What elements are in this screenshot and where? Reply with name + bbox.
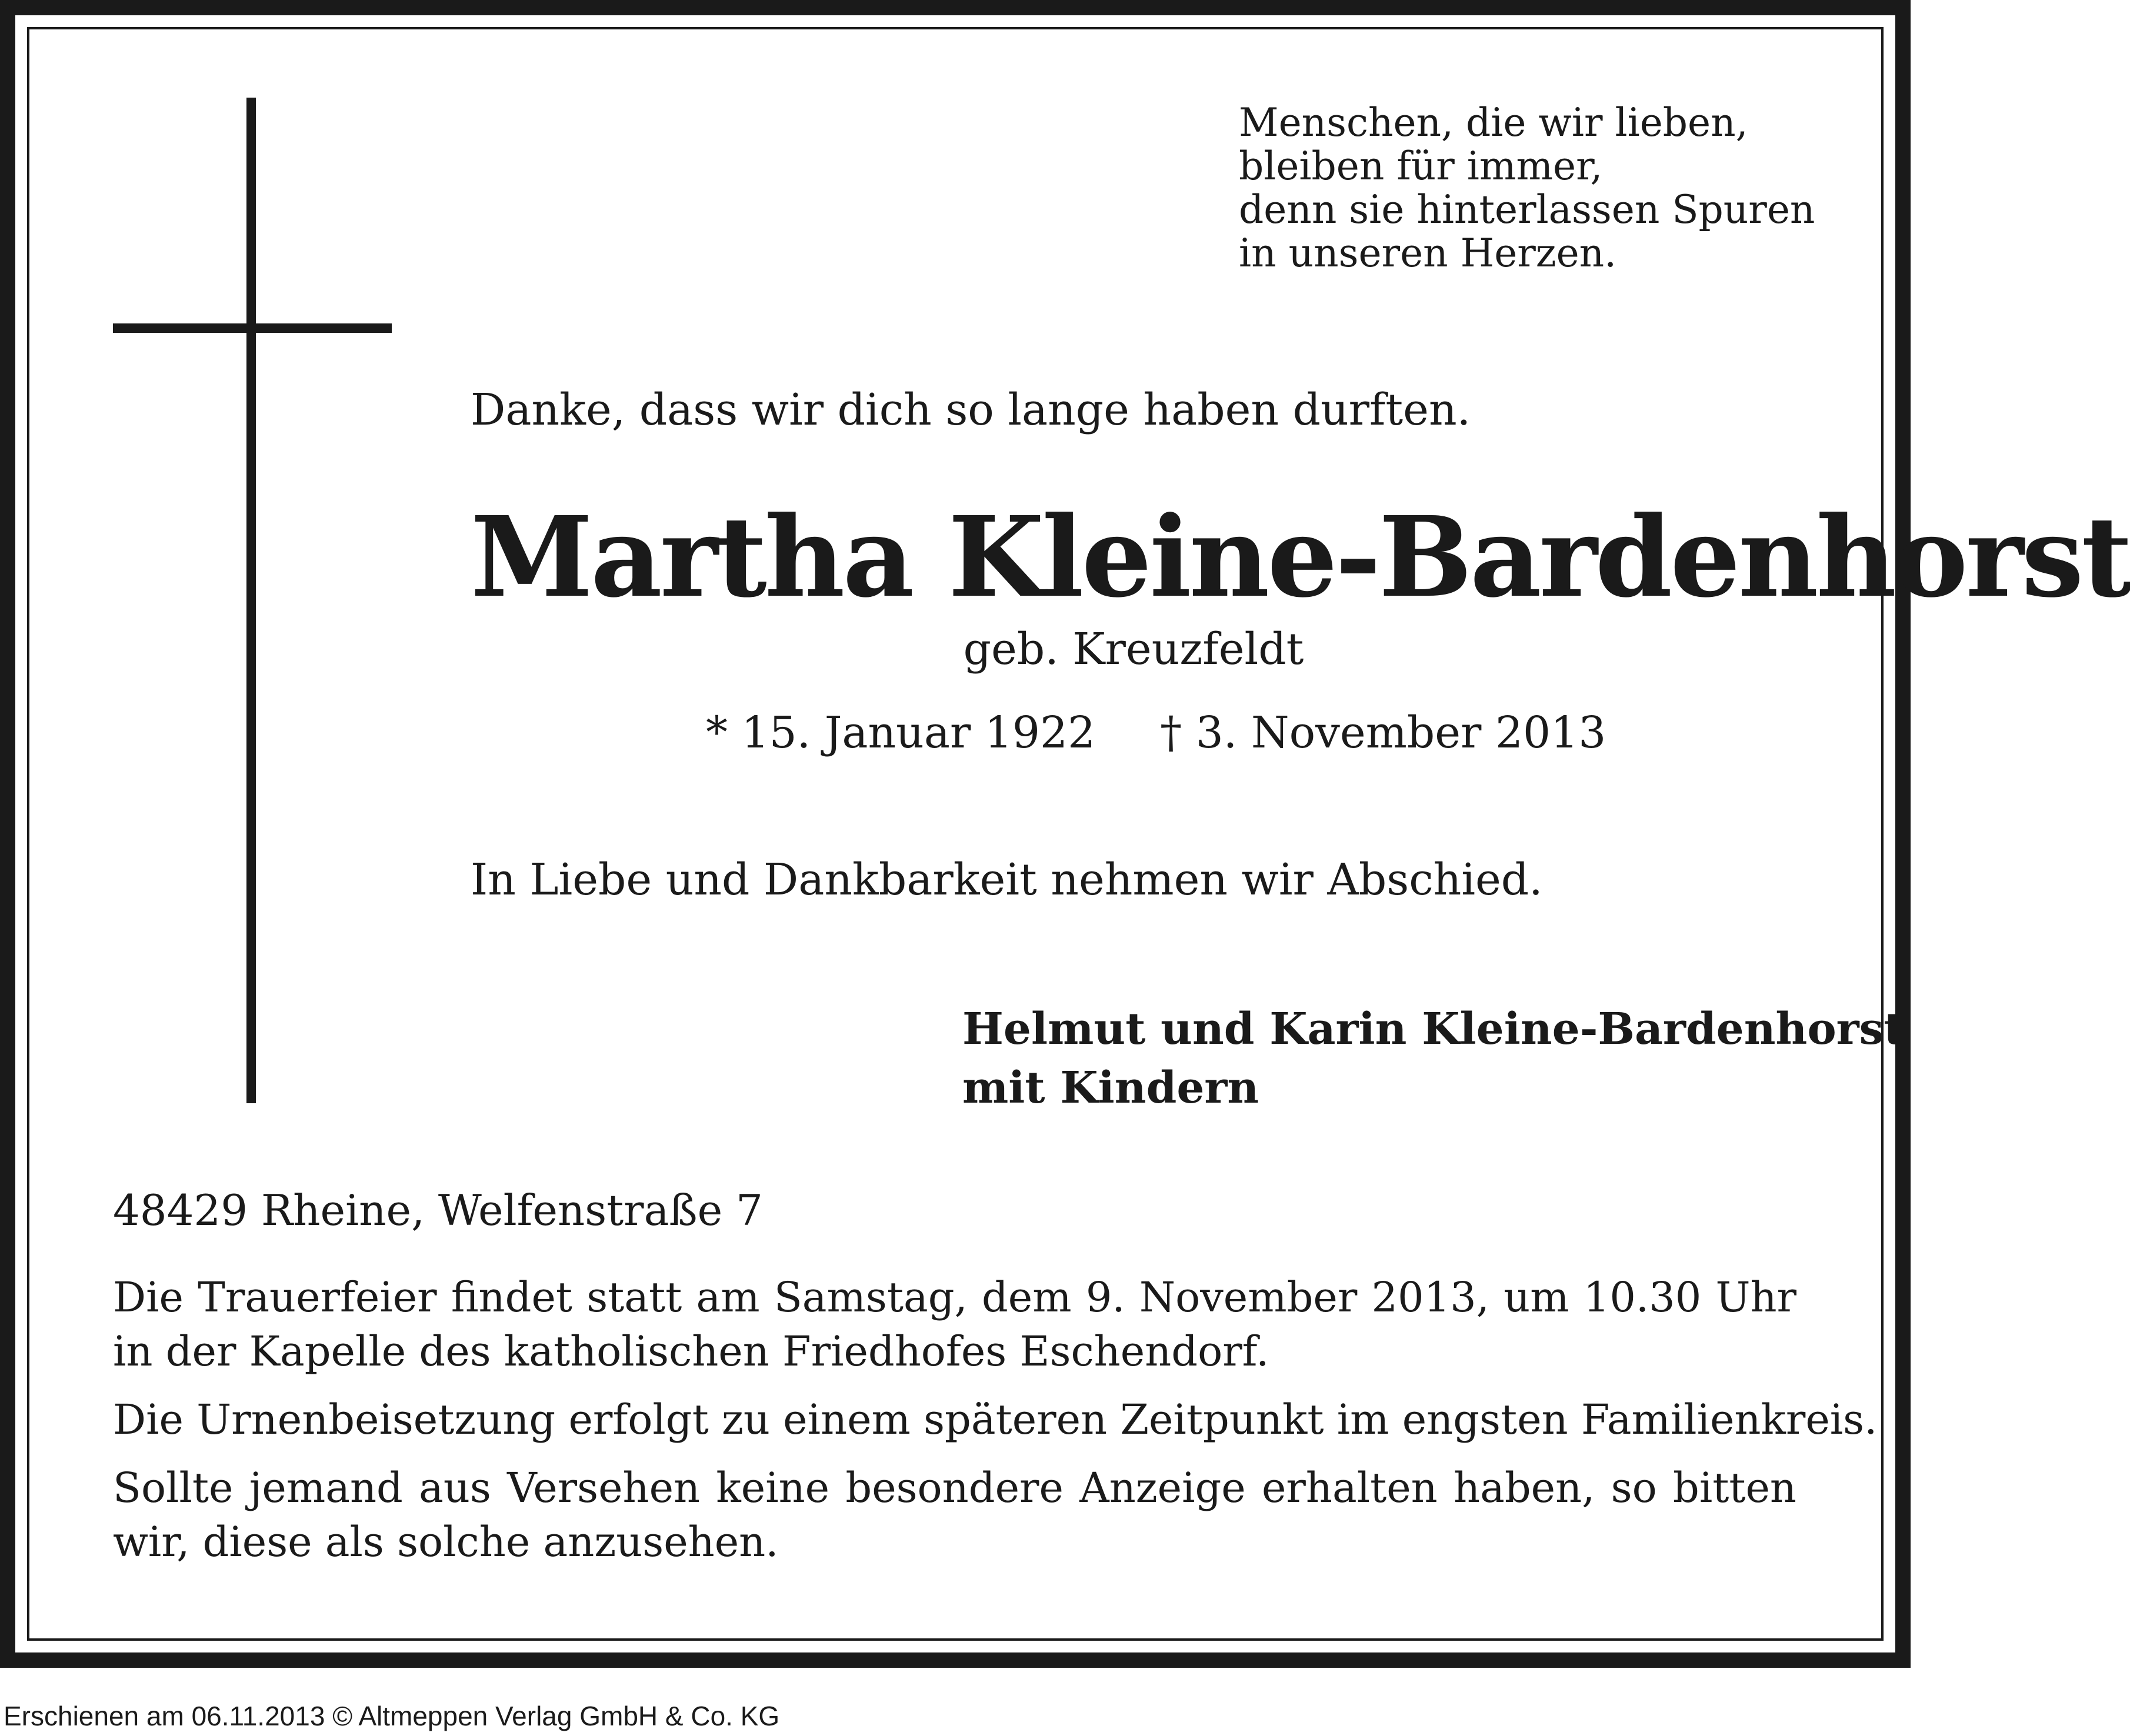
family-address: 48429 Rheine, Welfenstraße 7 bbox=[113, 1186, 763, 1235]
life-dates bbox=[706, 705, 1606, 761]
cross-icon-crossbar bbox=[113, 323, 392, 333]
burial-paragraph: Die Urnenbeisetzung erfolgt zu einem späteren Zeitpunkt im engsten Familienkreis. bbox=[113, 1396, 1878, 1444]
mourners-block bbox=[962, 1000, 1904, 1117]
mourners-names: Helmut und Karin Kleine-Bardenhorst bbox=[962, 1004, 1904, 1054]
cross-icon bbox=[246, 98, 256, 1103]
notice-paragraph: Sollte jemand aus Versehen keine besondere Anzeige erhalten haben, so bitten wir, diese als solche anzusehen. bbox=[113, 1464, 1796, 1566]
poem-line: in unseren Herzen. bbox=[1239, 231, 1617, 276]
poem-line: bleiben für immer, bbox=[1239, 143, 1603, 189]
poem-line: denn sie hinterlassen Spuren bbox=[1239, 187, 1815, 232]
deceased-name: Martha Kleine-Bardenhorst bbox=[471, 492, 2130, 622]
death-date: † 3. November 2013 bbox=[1160, 707, 1606, 758]
birth-date: * 15. Januar 1922 bbox=[706, 707, 1096, 758]
publication-credit: Erschienen am 06.11.2013 © Altmeppen Verlag GmbH & Co. KG bbox=[4, 1701, 780, 1731]
farewell-text: In Liebe und Dankbarkeit nehmen wir Abschied. bbox=[471, 854, 1543, 905]
thanks-text: Danke, dass wir dich so lange haben durften. bbox=[471, 385, 1471, 435]
poem-line: Menschen, die wir lieben, bbox=[1239, 100, 1748, 145]
ceremony-paragraph: Die Trauerfeier findet statt am Samstag, dem 9. November 2013, um 10.30 Uhr in der Kapelle des katholischen Friedhofes Eschendorf. bbox=[113, 1273, 1796, 1376]
mourners-children: mit Kindern bbox=[962, 1063, 1259, 1113]
maiden-name: geb. Kreuzfeldt bbox=[963, 624, 1304, 675]
memorial-poem bbox=[1239, 101, 1815, 275]
